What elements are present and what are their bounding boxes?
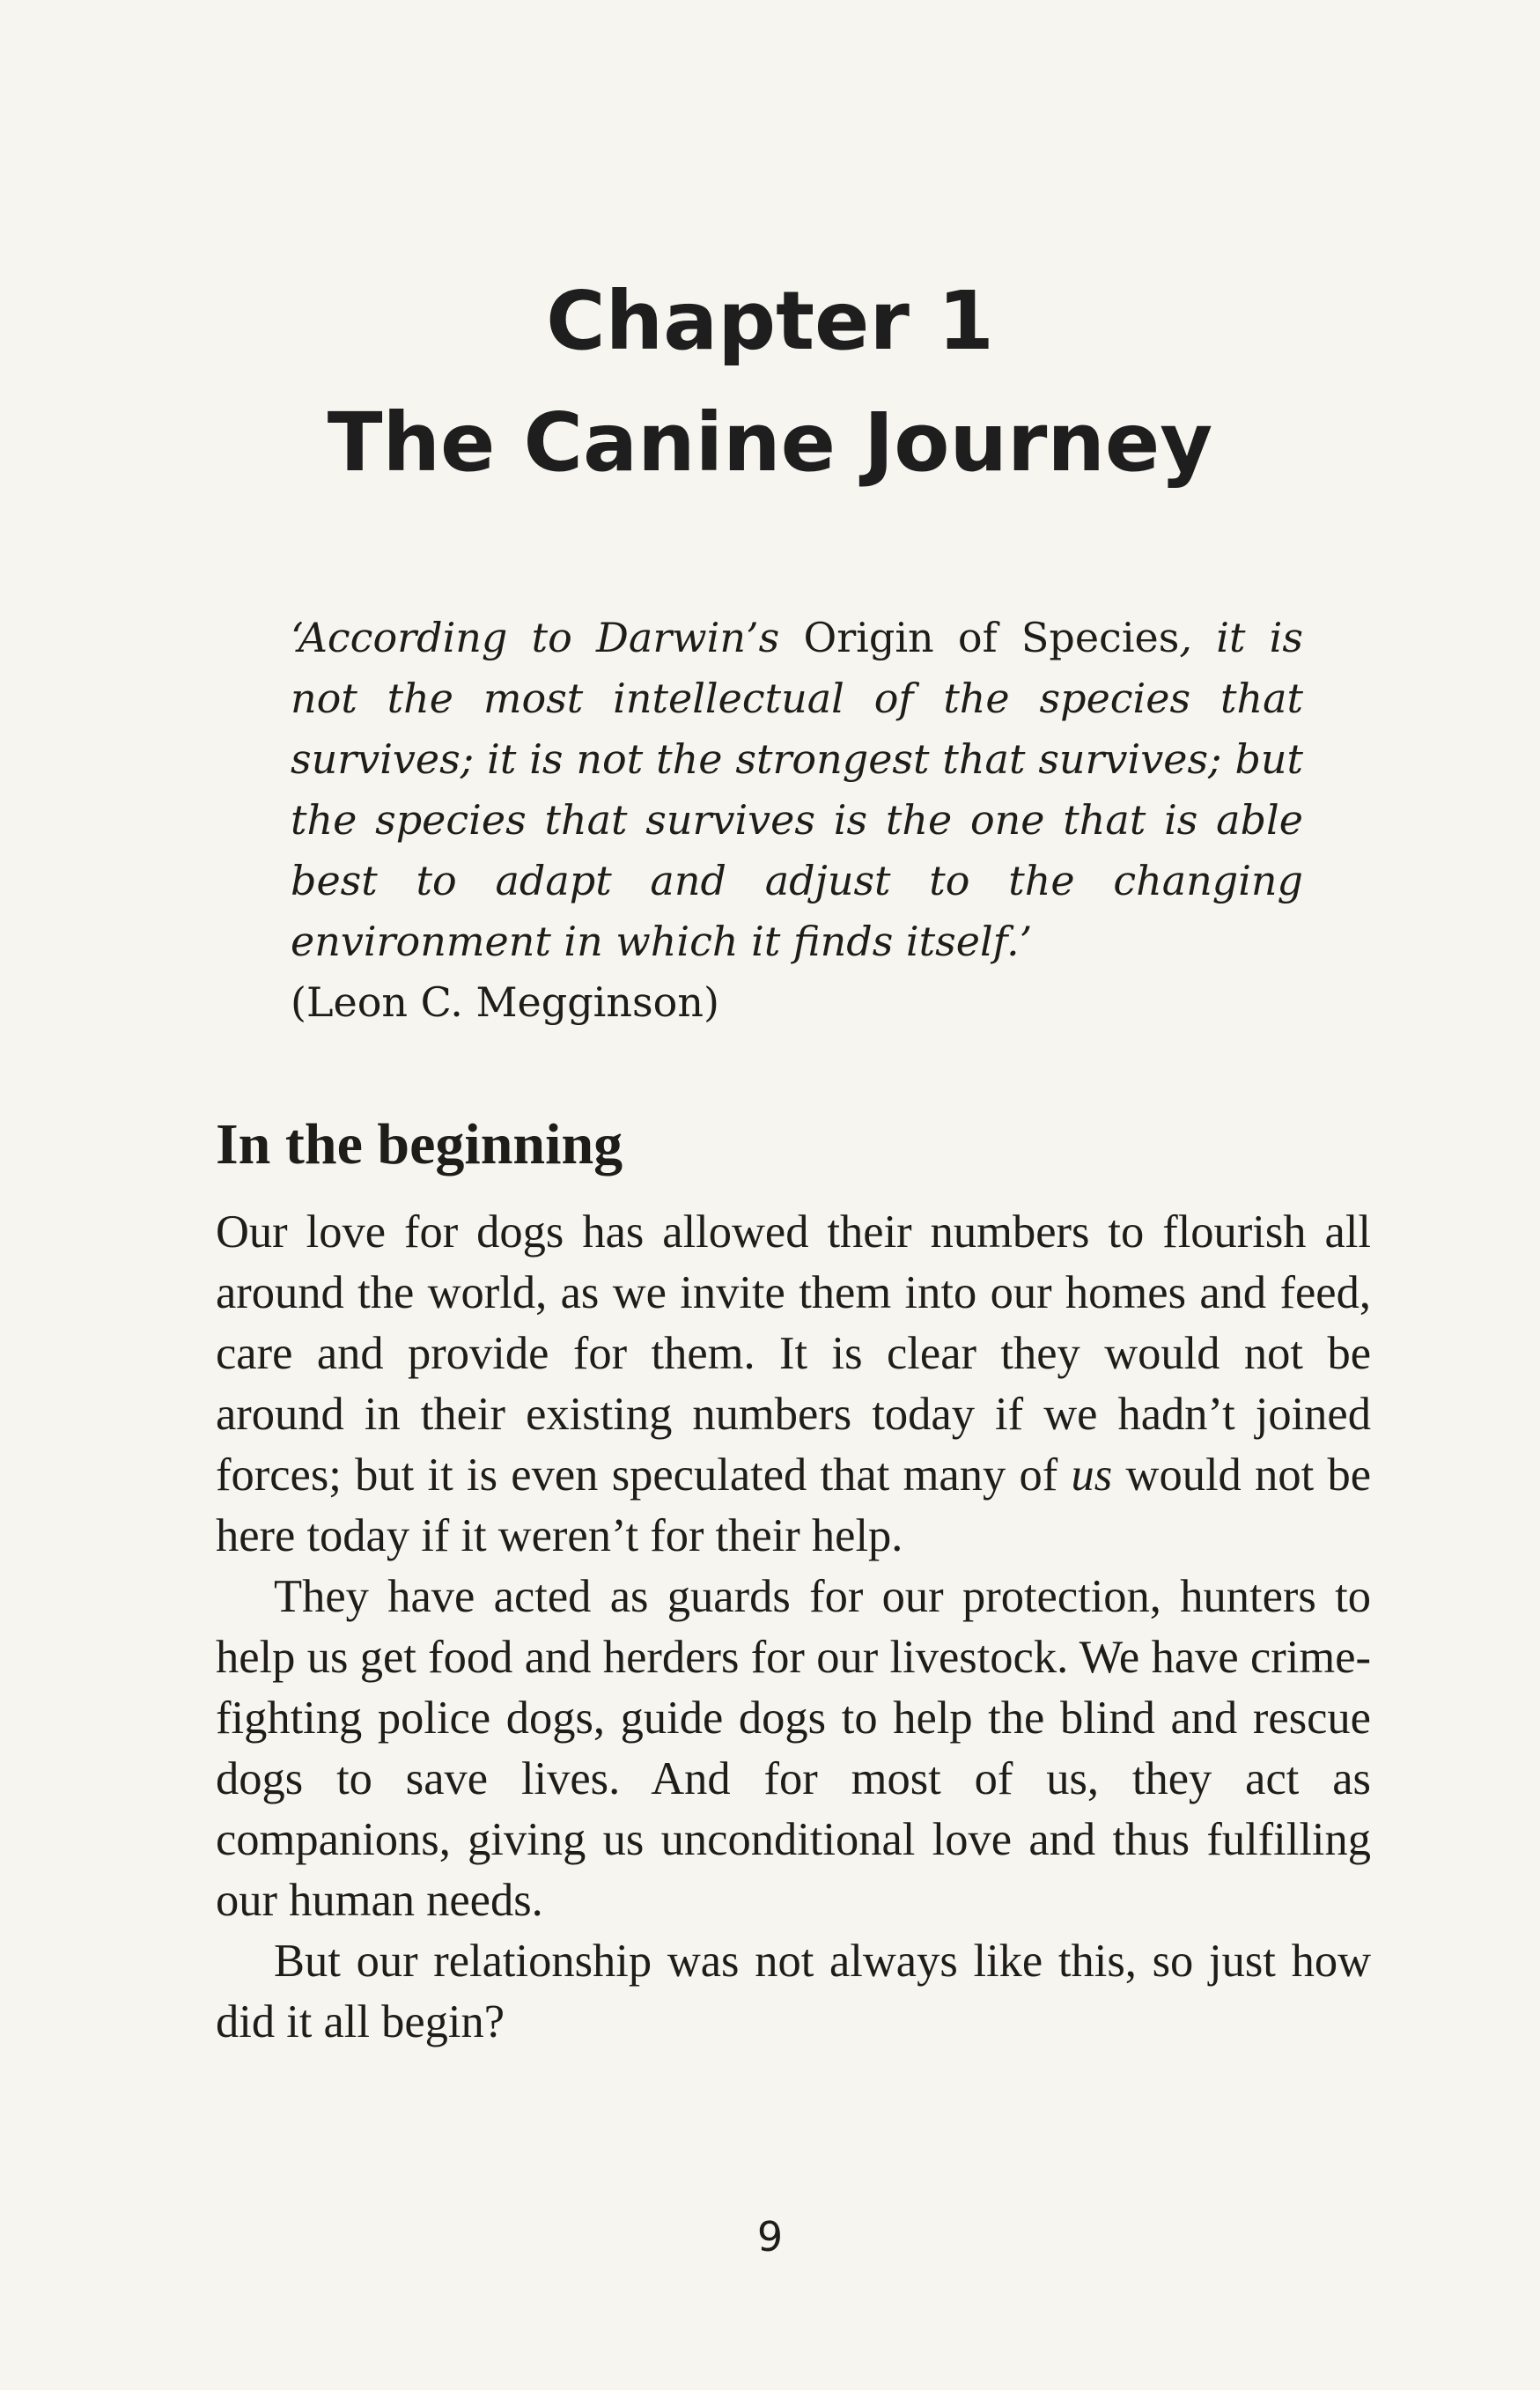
epigraph-book-title: Origin of Species [803, 614, 1180, 661]
paragraph-1-emphasis: us [1071, 1449, 1113, 1501]
page-number: 9 [756, 2213, 784, 2261]
body-text [216, 1202, 1371, 2053]
section-heading: In the beginning [216, 1112, 623, 1177]
paragraph-1-end: would not be here today if it weren’t for their help. [216, 1449, 1372, 1561]
paragraph-1 [216, 1202, 1371, 1567]
paragraph-2: They have acted as guards for our protection, hunters to help us get food and herders for our livestock. We have crime-fighting police dogs, guide dogs to help the blind and rescue dogs to save lives. And for most of us, they act as companions, giving us unconditional love and thus fulfilling our human needs. [216, 1571, 1371, 1926]
epigraph-quote [291, 608, 1303, 1033]
paragraph-1-start: Our love for dogs has allowed their numbers to flourish all around the world, as we invite them into our homes and feed, care and provide for them. It is clear they would not be around in their existing numbers today if we hadn’t joined forces; but it is even speculated that many of [216, 1206, 1371, 1501]
chapter-title: The Canine Journey [327, 395, 1213, 490]
paragraph-3: But our relationship was not always like this, so just how did it all begin? [216, 1936, 1371, 2047]
epigraph-text-part1: ‘According to Darwin’s [291, 614, 804, 661]
epigraph-text-part2: , it is not the most intellectual of the species that survives; it is not the strongest that survives; but the species that survives is the one that is able best to adapt and adjust to the changing environment in which it finds itself.’ [291, 614, 1303, 965]
chapter-number: Chapter 1 [546, 274, 994, 368]
epigraph-attribution: (Leon C. Megginson) [291, 978, 719, 1026]
